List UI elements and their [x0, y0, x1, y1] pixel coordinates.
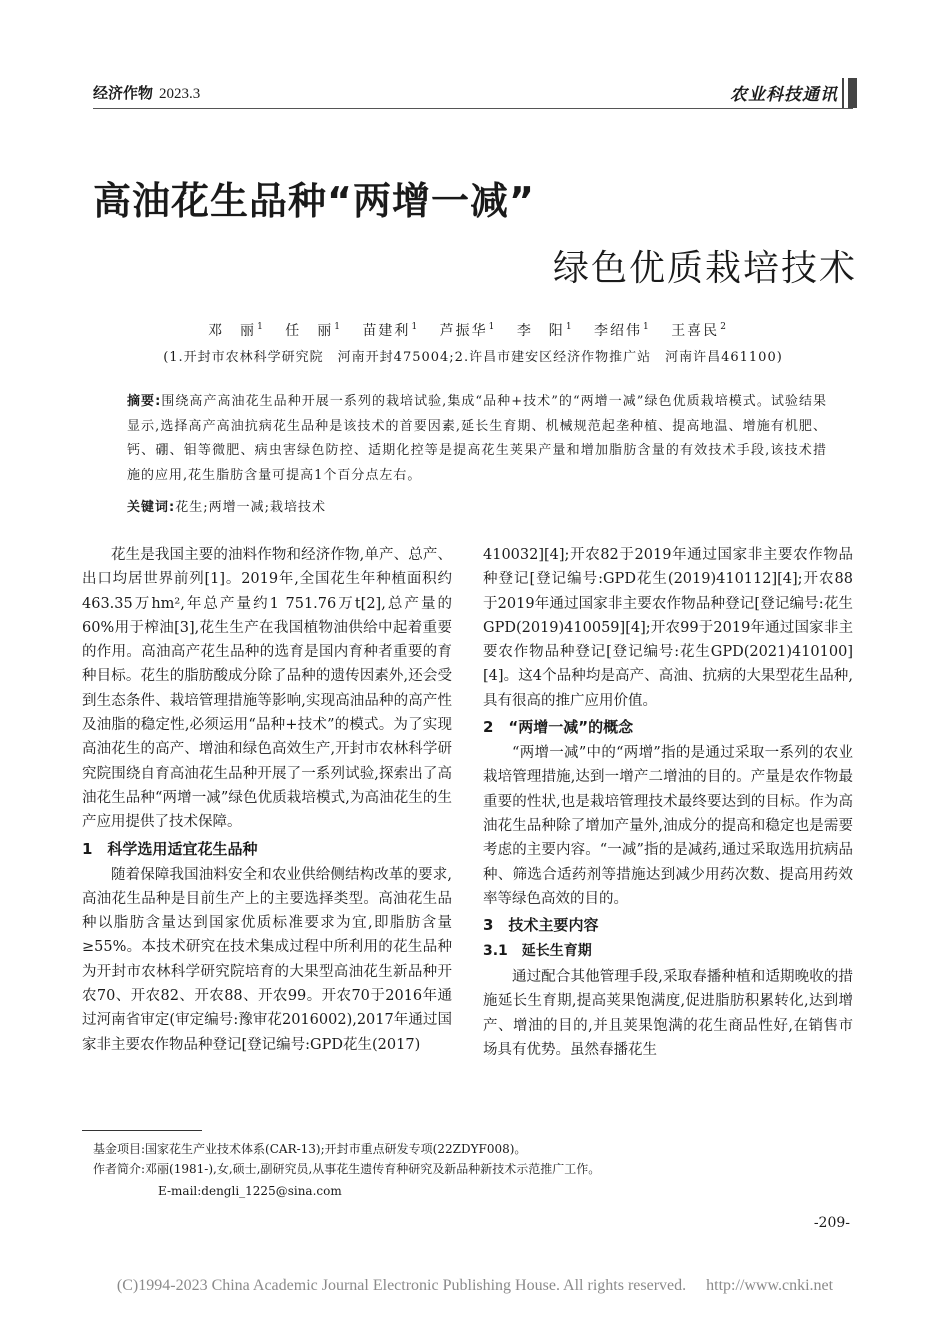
section-heading-3: 3 技术主要内容	[483, 916, 599, 935]
footnote-fund: 基金项目:国家花生产业技术体系(CAR-13);开封市重点研发专项(22ZDYF008)。	[93, 1142, 527, 1156]
header-decoration	[842, 78, 844, 108]
affiliations: (1.开封市农林科学研究院 河南开封475004;2.许昌市建安区经济作物推广站 河南许昌461100)	[163, 350, 783, 365]
section-2-paragraph: “两增一减”中的“两增”指的是通过采取一系列的农业栽培管理措施,达到一增产二增油的目的。产量是农作物最重要的性状,也是栽培管理技术最终要达到的目标。作为高油花生品种除了增加产量外,油成分的提高和稳定也是需要考虑的主要内容。“一减”指的是减药,通过采取选用抗病品种、筛选合适药剂等措施达到减少用药次数、提高用药效率等绿色高效的目的。	[483, 745, 853, 907]
article-title-line2: 绿色优质栽培技术	[552, 248, 857, 289]
keywords	[127, 496, 827, 515]
author-affiliation-mark: 1	[411, 322, 420, 333]
magazine-logo: 农业科技通讯	[730, 85, 838, 105]
author: 邓 丽	[208, 323, 257, 339]
keywords-text: 花生;两增一减;栽培技术	[175, 500, 326, 515]
page-number: -209-	[813, 1215, 850, 1231]
author: 李 阳	[516, 323, 565, 339]
body-column-right	[483, 543, 853, 1062]
section-1-continued: 410032][4];开农82于2019年通过国家非主要农作物品种登记[登记编号:GPD花生(2019)410112][4];开农88于2019年通过国家非主要农作物品种登记[登记编号:花生GPD(2019)410059][4];开农99于2019年通过国家非主要农作物品种登记[登记编号:花生GPD(2021)410100][4]。这4个品种均是高产、高油、抗病的大果型花生品种,具有很高的推广应用价值。	[483, 547, 853, 709]
abstract-label: 摘要:	[127, 394, 162, 409]
author-affiliation-mark: 1	[565, 322, 574, 333]
section-heading-1: 1 科学选用适宜花生品种	[82, 839, 258, 858]
author-affiliation-mark: 1	[488, 322, 497, 333]
author: 李绍伟	[594, 323, 642, 339]
author: 王喜民	[671, 323, 720, 339]
header-decoration-bar	[848, 78, 857, 108]
subsection-heading-3-1: 3.1 延长生育期	[483, 943, 592, 960]
abstract	[127, 390, 827, 488]
journal-header	[93, 82, 200, 103]
header-divider	[93, 108, 853, 109]
intro-paragraph: 花生是我国主要的油料作物和经济作物,单产、总产、出口均居世界前列[1]。2019年,全国花生年种植面积约463.35万hm²,年总产量约1 751.76万t[2],总产量的60%用于榨油[3],花生生产在我国植物油供给中起着重要的作用。高油高产花生品种的选育是国内育种者重要的育种目标。花生的脂肪酸成分除了品种的遗传因素外,还会受到生态条件、栽培管理措施等影响,实现高油品种的高产性及油脂的稳定性,必须运用“品种+技术”的模式。为了实现高油花生的高产、增油和绿色高效生产,开封市农林科学研究院围绕自育高油花生品种开展了一系列试验,探索出了高油花生品种“两增一减”绿色优质栽培模式,为高油花生的生产应用提供了技术保障。	[82, 547, 452, 831]
journal-issue: 2023.3	[159, 86, 201, 102]
author: 苗建利	[362, 323, 411, 339]
author-affiliation-mark: 1	[334, 322, 342, 333]
author-affiliation-mark: 1	[643, 322, 651, 333]
copyright-watermark: (C)1994-2023 China Academic Journal Electronic Publishing House. All rights reserved. http://www.cnki.net	[116, 1277, 834, 1294]
footnote-author: 作者简介:邓丽(1981-),女,硕士,副研究员,从事花生遗传育种研究及新品种新技术示范推广工作。	[93, 1162, 601, 1176]
section-1-paragraph: 随着保障我国油料安全和农业供给侧结构改革的要求,高油花生品种是目前生产上的主要选择类型。高油花生品种以脂肪含量达到国家优质标准要求为宜,即脂肪含量≥55%。本技术研究在技术集成过程中所利用的花生品种为开封市农林科学研究院培育的大果型高油花生新品种开农70、开农82、开农88、开农99。开农70于2016年通过河南省审定(审定编号:豫审花2016002),2017年通过国家非主要农作物品种登记[登记编号:GPD花生(2017)	[82, 866, 452, 1053]
author: 任 丽	[285, 323, 334, 339]
author: 芦振华	[439, 323, 488, 339]
author-list	[0, 320, 950, 340]
abstract-text: 围绕高产高油花生品种开展一系列的栽培试验,集成“品种+技术”的“两增一减”绿色优质栽培模式。试验结果显示,选择高产高油抗病花生品种是该技术的首要因素,延长生育期、机械规范起垄种植、提高地温、增施有机肥、钙、硼、钼等微肥、病虫害绿色防控、适期化控等是提高花生荚果产量和增加脂肪含量的有效技术手段,该技术措施的应用,花生脂肪含量可提高1个百分点左右。	[127, 394, 827, 483]
subsection-3-1-paragraph: 通过配合其他管理手段,采取春播种植和适期晚收的措施延长生育期,提高荚果饱满度,促进脂肪积累转化,达到增产、增油的目的,并且荚果饱满的花生商品性好,在销售市场具有优势。虽然春播花生	[483, 969, 853, 1059]
footnote-email: E-mail:dengli_1225@sina.com	[158, 1184, 342, 1198]
keywords-label: 关键词:	[127, 500, 176, 515]
author-affiliation-mark: 1	[257, 322, 265, 333]
author-affiliation-mark: 2	[720, 322, 728, 333]
section-heading-2: 2 “两增一减”的概念	[483, 718, 634, 737]
journal-section: 经济作物	[93, 84, 154, 102]
article-title-line1: 高油花生品种“两增一减”	[93, 179, 535, 223]
body-column-left	[82, 543, 452, 1057]
footnote-divider	[82, 1130, 202, 1131]
